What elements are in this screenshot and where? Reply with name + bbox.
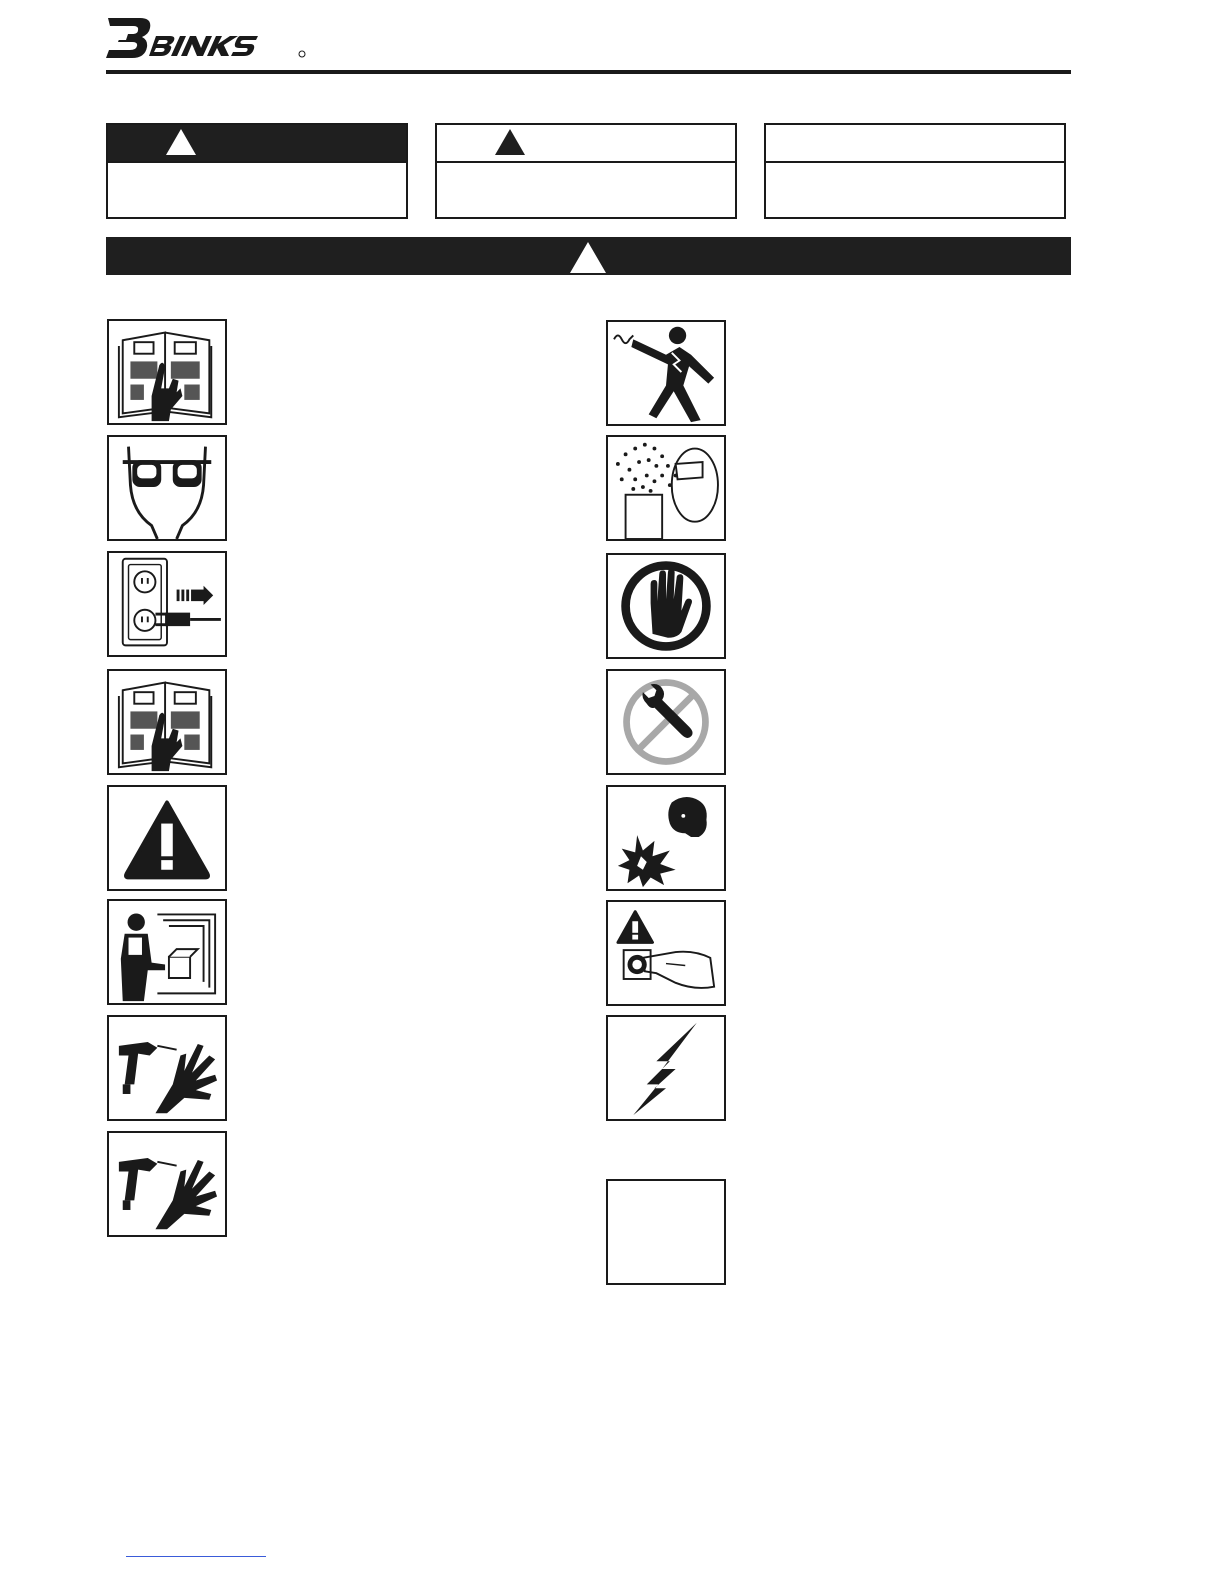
caution-box-header xyxy=(437,125,735,163)
notice-box-header xyxy=(766,125,1064,163)
warning-box xyxy=(106,123,408,219)
warning-triangle-icon xyxy=(166,129,196,155)
notice-box xyxy=(764,123,1066,219)
stop-hand-icon xyxy=(606,553,726,659)
header-rule xyxy=(106,70,1071,74)
binks-logo xyxy=(106,14,316,64)
read-manual-icon xyxy=(107,669,227,775)
unplug-icon xyxy=(107,551,227,657)
read-manual-icon xyxy=(107,319,227,425)
spray-booth-icon xyxy=(107,899,227,1005)
explosion-icon xyxy=(606,785,726,891)
warning-banner xyxy=(106,237,1071,275)
safety-glasses-icon xyxy=(107,435,227,541)
warning-box-header xyxy=(108,125,406,163)
spray-gun-hand-icon xyxy=(107,1131,227,1237)
caution-box xyxy=(435,123,737,219)
emergency-stop-icon xyxy=(606,900,726,1006)
blank-icon xyxy=(606,1179,726,1285)
warning-triangle-icon xyxy=(570,242,606,273)
caution-exclamation-icon xyxy=(107,785,227,891)
chemical-splash-icon xyxy=(606,435,726,541)
spray-gun-hand-icon xyxy=(107,1015,227,1121)
warning-triangle-icon xyxy=(495,129,525,155)
static-spark-icon xyxy=(606,1015,726,1121)
footer-link-underline xyxy=(126,1556,266,1557)
electric-shock-icon xyxy=(606,320,726,426)
no-modification-icon xyxy=(606,669,726,775)
